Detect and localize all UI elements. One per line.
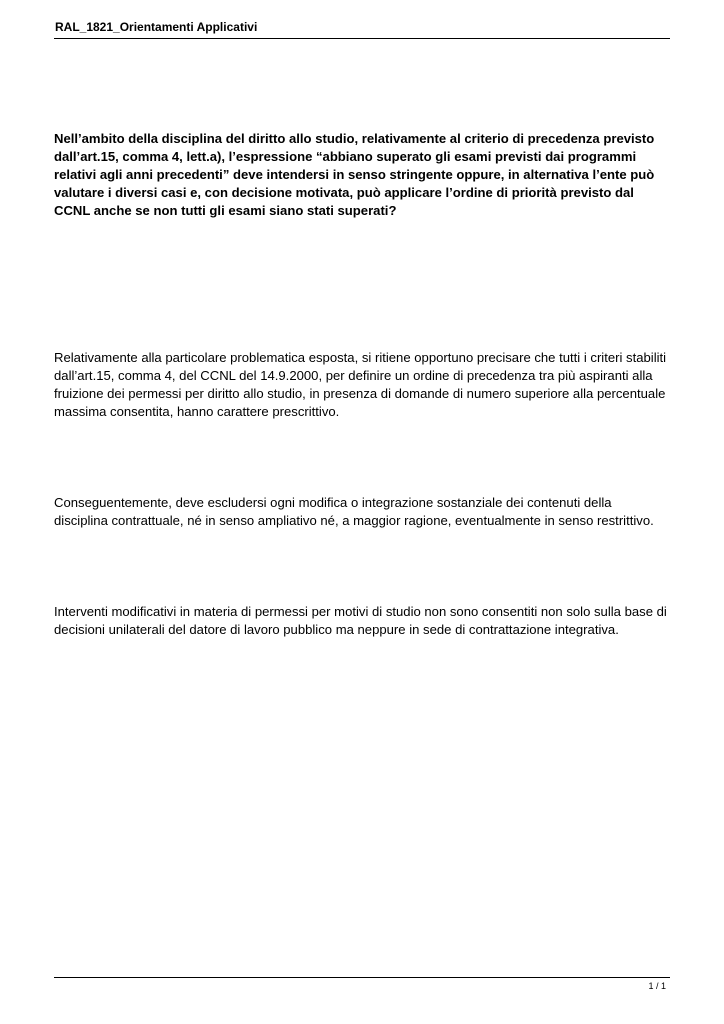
answer-paragraph-3: Interventi modificativi in materia di permessi per motivi di studio non sono consentiti non solo sulla base di decisioni unilaterali del datore di lavoro pubblico ma neppure in sede di contrattazione integrativa. xyxy=(54,604,667,637)
question-text: Nell’ambito della disciplina del diritto allo studio, relativamente al criterio di precedenza previsto dall’art.15, comma 4, lett.a), l’espressione “abbiano superato gli esami previsti dai programmi relativi agli anni precedenti” deve intendersi in senso stringente oppure, in alternativa l’ente può valutare i diversi casi e, con decisione motivata, può applicare l’ordine di priorità previsto dal CCNL anche se non tutti gli esami siano stati superati? xyxy=(54,131,655,218)
answer-paragraph-1: Relativamente alla particolare problematica esposta, si ritiene opportuno precisare che tutti i criteri stabiliti dall’art.15, comma 4, del CCNL del 14.9.2000, per definire un ordine di precedenza tra più aspiranti alla fruizione dei permessi per diritto allo studio, in presenza di domande di numero superiore alla percentuale massima consentita, hanno carattere prescrittivo. xyxy=(54,350,667,419)
page-footer xyxy=(54,977,670,991)
page-header xyxy=(54,18,670,39)
document-title: RAL_1821_Orientamenti Applicativi xyxy=(55,20,258,34)
answer-paragraph-2: Conseguentemente, deve escludersi ogni modifica o integrazione sostanziale dei contenuti della disciplina contrattuale, né in senso ampliativo né, a maggior ragione, eventualmente in senso restrittivo. xyxy=(54,495,654,528)
page-number: 1 / 1 xyxy=(648,981,666,991)
